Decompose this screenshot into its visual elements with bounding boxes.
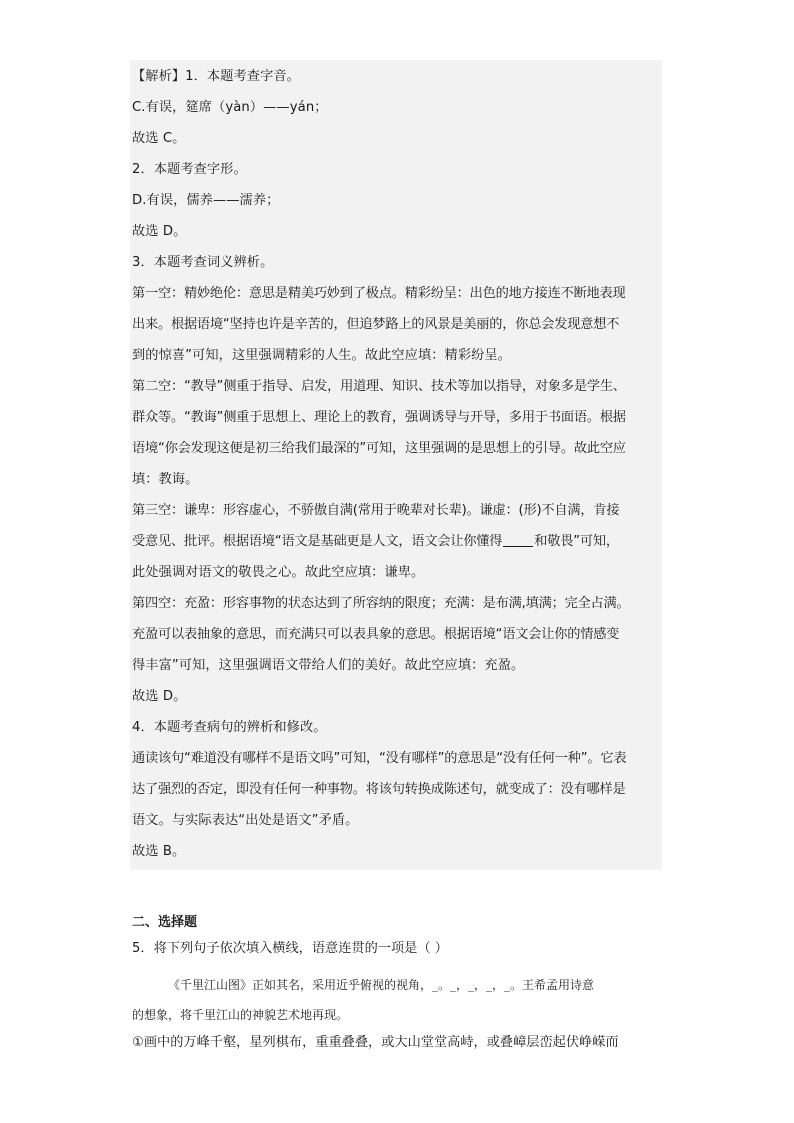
analysis-line: 第四空：充盈：形容事物的状态达到了所容纳的限度；充满：是布满,填满；完全占满。 — [132, 596, 630, 611]
analysis-line: 第三空：谦卑：形容虚心，不骄傲自满(常用于晚辈对长辈)。谦虚：(形)不自满，肯接 — [132, 503, 620, 518]
section-title: 二、选择题 — [132, 915, 198, 930]
blank-line-before: 受意见、批评。根据语境“语文是基础更是人文，语文会让你懂得 — [132, 534, 503, 549]
option-sentence-1: ①画中的万峰千壑，星列棋布，重重叠叠，或大山堂堂高峙，或叠嶂层峦起伏峥嵘而 — [132, 1035, 619, 1050]
analysis-line: 第二空：“教导”侧重于指导、启发，用道理、知识、技术等加以指导，对象多是学生、 — [132, 379, 626, 394]
analysis-line: 故选 B。 — [132, 844, 186, 859]
analysis-line: 语境“你会发现这便是初三给我们最深的”可知，这里强调的是思想上的引导。故此空应 — [132, 441, 626, 456]
analysis-line: 故选 C。 — [132, 131, 186, 146]
analysis-text — [132, 61, 664, 867]
analysis-line: 群众等。“教诲”侧重于思想上、理论上的教育，强调诱导与开导，多用于书面语。根据 — [132, 410, 626, 425]
passage-line: 的想象，将千里江山的神貌艺术地再现。 — [132, 1008, 349, 1022]
analysis-line: 通读该句“难道没有哪样不是语文吗”可知，“没有哪样”的意思是“没有任何一种”。它表 — [132, 751, 627, 766]
analysis-line: C.有误，筵席（yàn）——yán； — [132, 100, 328, 115]
analysis-line: 4．本题考查病句的辨析和修改。 — [132, 720, 327, 735]
analysis-line: 【解析】1．本题考查字音。 — [132, 69, 300, 84]
analysis-line: 得丰富”可知，这里强调语文带给人们的美好。故此空应填：充盈。 — [132, 658, 525, 673]
question-stem: 5．将下列句子依次填入横线，语意连贯的一项是（ ） — [132, 941, 448, 956]
analysis-line: 故选 D。 — [132, 224, 187, 239]
passage-line: 《千里江山图》正如其名，采用近乎俯视的视角，_。_，_，_，_。王希孟用诗意 — [168, 978, 595, 992]
analysis-line: 充盈可以表抽象的意思，而充满只可以表具象的意思。根据语境“语文会让你的情感变 — [132, 627, 620, 642]
analysis-line: 3．本题考查词义辨析。 — [132, 255, 274, 270]
analysis-line: D.有误，儒养——濡养； — [132, 193, 280, 208]
analysis-line-with-blank — [132, 526, 664, 557]
blank-line-after: 和敬畏”可知， — [534, 534, 619, 549]
analysis-line: 故选 D。 — [132, 689, 187, 704]
analysis-line: 出来。根据语境“坚持也许是辛苦的，但追梦路上的风景是美丽的，你总会发现意想不 — [132, 317, 620, 332]
analysis-line: 此处强调对语文的敬畏之心。故此空应填：谦卑。 — [132, 565, 425, 580]
analysis-line: 达了强烈的否定，即没有任何一种事物。将该句转换成陈述句，就变成了：没有哪样是 — [132, 782, 626, 797]
question-passage — [132, 970, 672, 1030]
analysis-line: 2．本题考查字形。 — [132, 162, 247, 177]
analysis-line: 语文。与实际表达“出处是语文”矛盾。 — [132, 813, 359, 828]
analysis-line: 填：教诲。 — [132, 472, 199, 487]
analysis-line: 第一空：精妙绝伦：意思是精美巧妙到了极点。精彩纷呈：出色的地方接连不断地表现 — [132, 286, 626, 301]
fill-in-blank — [503, 532, 533, 547]
analysis-line: 到的惊喜”可知，这里强调精彩的人生。故此空应填：精彩纷呈。 — [132, 348, 511, 363]
